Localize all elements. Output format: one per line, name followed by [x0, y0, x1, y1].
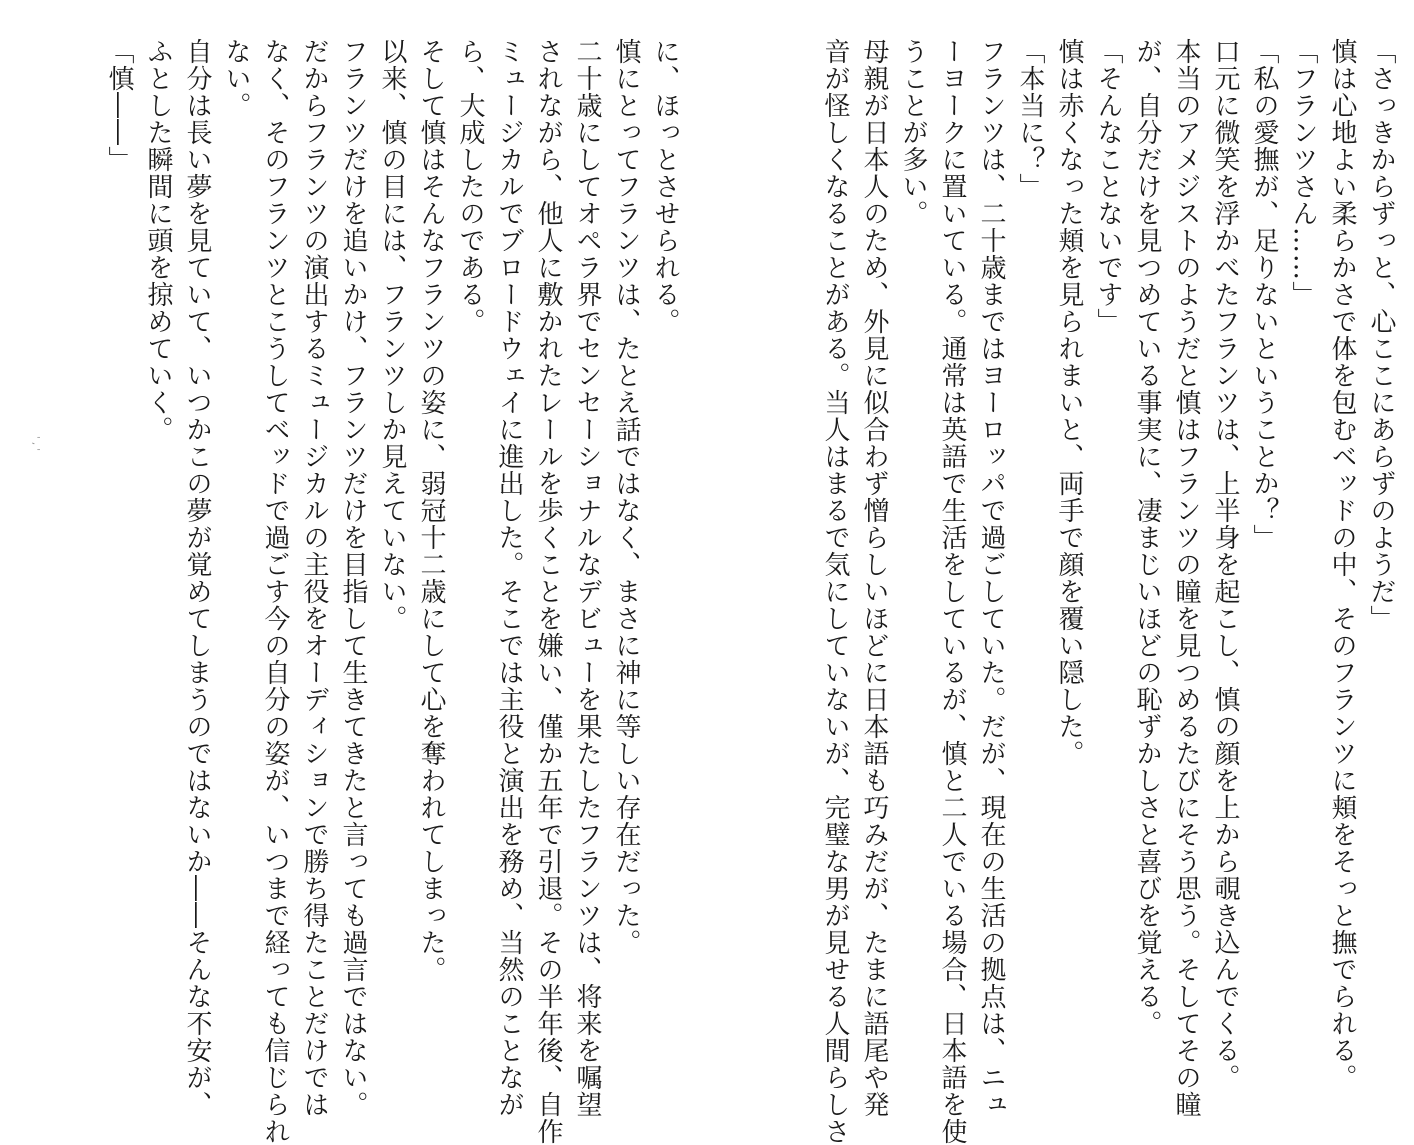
text-line: 「さっきからずっと、心ここにあらずのようだ」 [1366, 38, 1396, 632]
right-page-text [760, 38, 1400, 1145]
text-line: 音が怪しくなることがある。当人はまるで気にしていないが、完璧な男が見せる人間らしさ [820, 38, 850, 1145]
text-line: 本当のアメジストのようだと慎はフランツの瞳を見つめるたびにそう思う。そしてその瞳 [1171, 38, 1201, 1118]
text-line: 「フランツさん……」 [1288, 38, 1318, 308]
text-line: 「そんなことないです」 [1093, 38, 1123, 335]
text-line: 慎にとってフランツは、たとえ話ではなく、まさに神に等しい存在だった。 [611, 38, 641, 956]
text-line: 以来、慎の目には、フランツしか見えていない。 [377, 38, 407, 632]
text-line: 自分は長い夢を見ていて、いつかこの夢が覚めてしまうのではないか――そんな不安が、 [182, 38, 212, 1118]
text-line: ら、大成したのである。 [455, 38, 485, 335]
text-line: フランツだけを追いかけ、フランツだけを目指して生きてきたと言っても過言ではない。 [338, 38, 368, 1118]
text-line: ーヨークに置いている。通常は英語で生活をしているが、慎と二人でいる場合、日本語を使 [937, 38, 967, 1145]
text-line: 慎は心地よい柔らかさで体を包むベッドの中、そのフランツに頬をそっと撫でられる。 [1327, 38, 1357, 1091]
text-line: うことが多い。 [898, 38, 928, 227]
text-line: そして慎はそんなフランツの姿に、弱冠十二歳にして心を奪われてしまった。 [416, 38, 446, 983]
text-line: 慎は赤くなった頬を見られまいと、両手で顔を覆い隠した。 [1054, 38, 1084, 767]
text-line: 口元に微笑を浮かべたフランツは、上半身を起こし、慎の顔を上から覗き込んでくる。 [1210, 38, 1240, 1091]
text-line: されながら、他人に敷かれたレールを歩くことを嫌い、僅か五年で引退。その半年後、自作 [533, 38, 563, 1145]
text-line: ふとした瞬間に頭を掠めていく。 [143, 38, 173, 443]
text-line: 二十歳にしてオペラ界でセンセーショナルなデビューを果たしたフランツは、将来を嘱望 [572, 38, 602, 1118]
text-line: 「私の愛撫が、足りないということか？」 [1249, 38, 1279, 551]
text-line: ない。 [221, 38, 251, 119]
text-line: 母親が日本人のため、外見に似合わず憎らしいほどに日本語も巧みだが、たまに語尾や発 [859, 38, 889, 1118]
text-line: に、ほっとさせられる。 [650, 38, 680, 335]
scan-marks: ' , ' [30, 436, 41, 452]
text-line: が、自分だけを見つめている事実に、凄まじいほどの恥ずかしさと喜びを覚える。 [1132, 38, 1162, 1037]
text-line: フランツは、二十歳まではヨーロッパで過ごしていた。だが、現在の生活の拠点は、ニュ [976, 38, 1006, 1118]
text-line: ミュージカルでブロードウェイに進出した。そこでは主役と演出を務め、当然のことなが [494, 38, 524, 1118]
text-line: だからフランツの演出するミュージカルの主役をオーディションで勝ち得たことだけでは [299, 38, 329, 1118]
text-line: 「慎――」 [104, 38, 134, 173]
text-line: 「本当に？」 [1015, 38, 1045, 200]
text-line: なく、そのフランツとこうしてベッドで過ごす今の自分の姿が、いつまで経っても信じられ [260, 38, 290, 1145]
left-page-text [84, 38, 684, 1145]
